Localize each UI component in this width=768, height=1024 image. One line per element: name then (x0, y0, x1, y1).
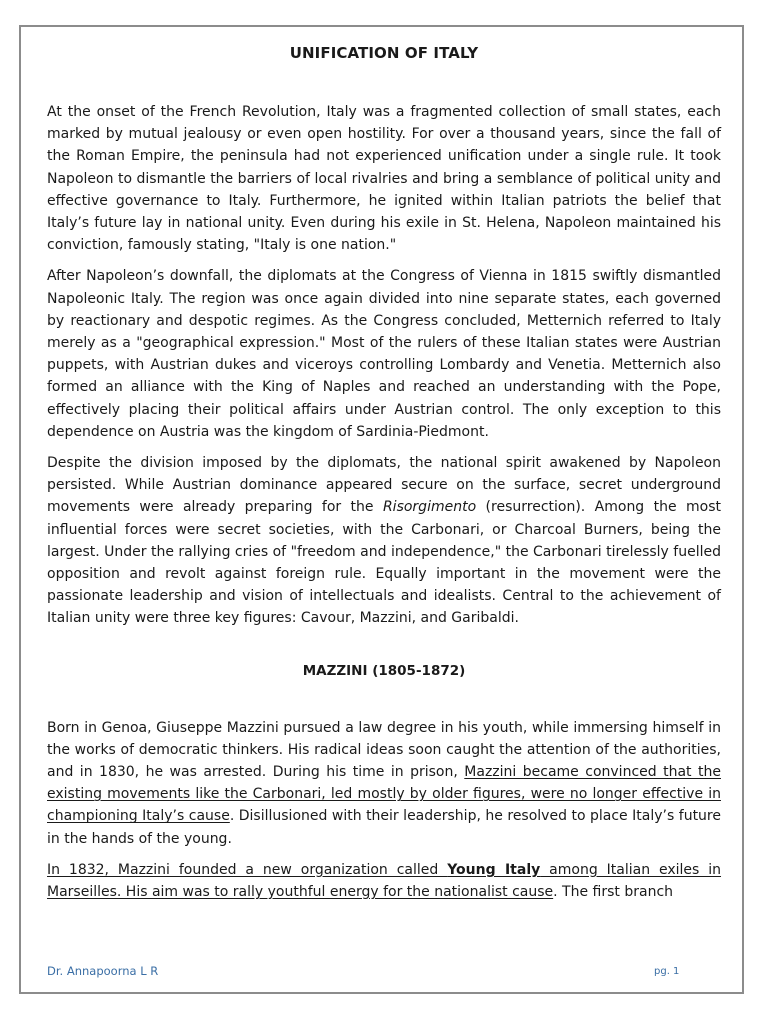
risorgimento-term: Risorgimento (382, 499, 477, 516)
underlined-mazzini-conviction: Mazzini became convinced that the existing movements like the Carbonari, led mostly by older figures, were no longer effective in championing Italy’s cause (47, 764, 721, 825)
footer-page-number: pg. 1 (654, 966, 680, 977)
paragraph-mazzini-early-life (47, 717, 721, 850)
document-title: UNIFICATION OF ITALY (289, 44, 479, 62)
paragraph-young-italy (47, 859, 721, 903)
paragraph-national-spirit-part-2: (resurrection). Among the most influential forces were secret societies, with the Carbonari, or Charcoal Burners, being the largest. Under the rallying cries of "freedom and independence," the Carbonari tirelessly fuelled opposition and revolt against foreign rule. Equally important in the movement were the passionate leadership and vision of intellectuals and idealists. Central to the achievement of Italian unity were three key figures: Cavour, Mazzini, and Garibaldi. (47, 499, 721, 627)
paragraph-mazzini-part-2: . Disillusioned with their leadership, he resolved to place Italy’s future in the hands of the young. (47, 808, 721, 847)
footer-author: Dr. Annapoorna L R (47, 964, 159, 978)
paragraph-french-revolution: At the onset of the French Revolution, Italy was a fragmented collection of small states, each marked by mutual jealousy or even open hostility. For over a thousand years, since the fall of the Roman Empire, the peninsula had not experienced unification under a single rule. It took Napoleon to dismantle the barriers of local rivalries and bring a semblance of political unity and effective governance to Italy. Furthermore, he ignited within Italian patriots the belief that Italy’s future lay in national unity. Even during his exile in St. Helena, Napoleon maintained his conviction, famously stating, "Italy is one nation." (47, 104, 721, 254)
paragraph-mazzini-part-1: Born in Genoa, Giuseppe Mazzini pursued a law degree in his youth, while immersing himself in the works of democratic thinkers. His radical ideas soon caught the attention of the authorities, and in 1830, he was arrested. During his time in prison, (47, 719, 721, 781)
section-heading-mazzini: MAZZINI (1805-1872) (302, 662, 466, 679)
paragraph-congress-of-vienna: After Napoleon’s downfall, the diplomats at the Congress of Vienna in 1815 swiftly dismantled Napoleonic Italy. The region was once again divided into nine separate states, each governed by reactionary and despotic regimes. As the Congress concluded, Metternich referred to Italy merely as a "geographical expression." Most of the rulers of these Italian states were Austrian puppets, with Austrian dukes and viceroys controlling Lombardy and Venetia. Metternich also formed an alliance with the King of Naples and reached an understanding with the Pope, effectively placing their political affairs under Austrian control. The only exception to this dependence on Austria was the kingdom of Sardinia-Piedmont. (47, 268, 721, 440)
paragraph-national-spirit (47, 452, 721, 630)
document-body (47, 40, 721, 903)
underlined-young-italy-intro: In 1832, Mazzini founded a new organization called (47, 861, 448, 878)
young-italy-term: Young Italy (447, 861, 541, 878)
paragraph-young-italy-rest: . The first branch (553, 884, 674, 901)
paragraph-national-spirit-part-1: Despite the division imposed by the diplomats, the national spirit awakened by Napoleon persisted. While Austrian dominance appeared secure on the surface, secret underground movements were already preparing for the (47, 455, 721, 516)
underlined-young-italy-aim: among Italian exiles in Marseilles. His aim was to rally youthful energy for the nationalist cause (47, 861, 722, 901)
